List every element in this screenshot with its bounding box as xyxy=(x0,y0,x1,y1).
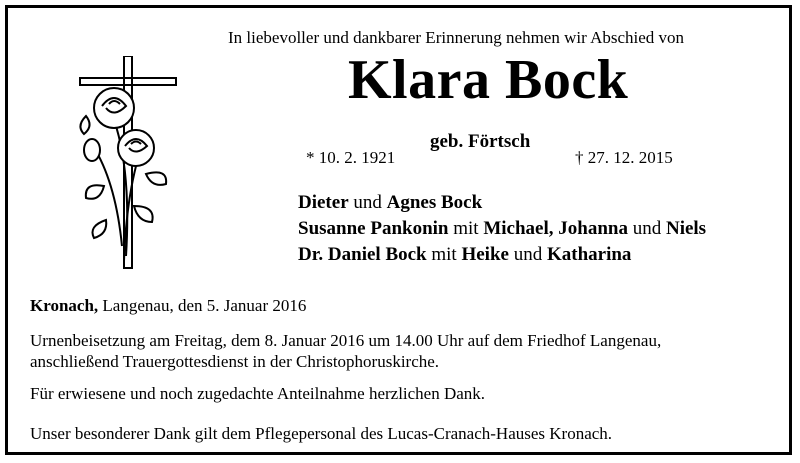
family-line: Dr. Daniel Bock mit Heike und Katharina xyxy=(298,244,632,265)
death-date: † 27. 12. 2015 xyxy=(575,148,673,167)
thanks-line: Für erwiesene und noch zugedachte Anteilnahme herzlichen Dank. xyxy=(30,384,486,403)
intro-line: In liebevoller und dankbarer Erinnerung nehmen wir Abschied von xyxy=(228,28,685,47)
special-thanks-line: Unser besonderer Dank gilt dem Pflegepersonal des Lucas-Cranach-Hauses Kronach. xyxy=(30,424,613,443)
family-line: Dieter und Agnes Bock xyxy=(298,192,483,213)
family-list xyxy=(298,190,706,268)
funeral-details: Urnenbeisetzung am Freitag, dem 8. Januar 2016 um 14.00 Uhr auf dem Friedhof Langenau, anschließend Trauergottesdienst in der Christophoruskirche. xyxy=(30,331,662,371)
maiden-name: geb. Förtsch xyxy=(430,131,531,152)
family-line: Susanne Pankonin mit Michael, Johanna und Niels xyxy=(298,218,707,239)
cross-with-roses-icon xyxy=(76,56,196,276)
place-date-line: Kronach, Langenau, den 5. Januar 2016 xyxy=(30,296,307,315)
deceased-name: Klara Bock xyxy=(348,49,629,111)
birth-date: * 10. 2. 1921 xyxy=(306,148,396,167)
